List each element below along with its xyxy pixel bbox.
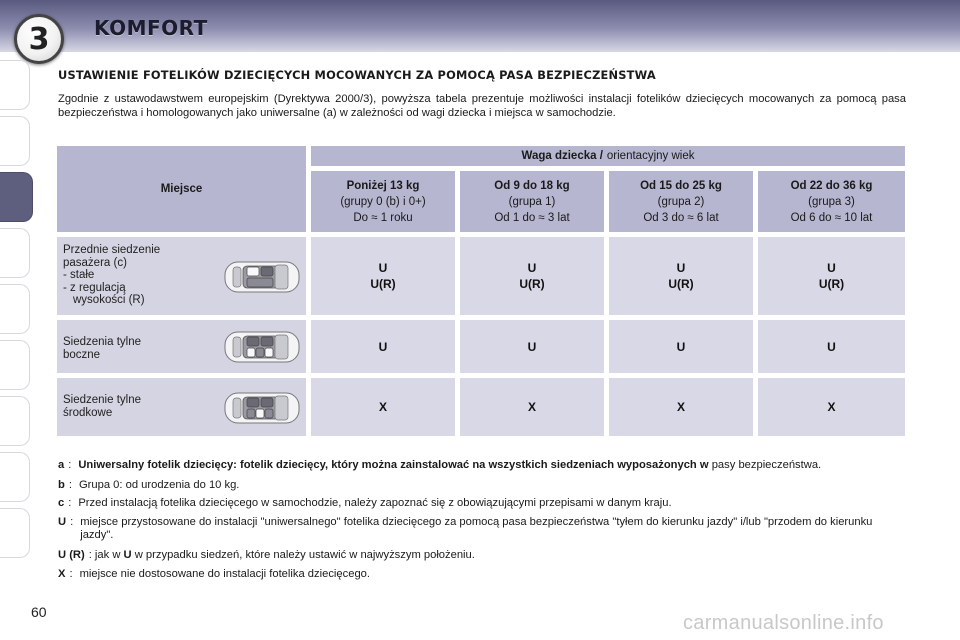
group-class: (grupy 0 (b) i 0+) <box>340 195 426 208</box>
legend-item-c <box>58 497 908 511</box>
legend-item-ur <box>58 549 908 563</box>
car-front-seat-icon <box>223 258 301 296</box>
group-weight: Od 22 do 36 kg <box>790 179 873 192</box>
value-cell: U <box>311 320 455 373</box>
legend-text <box>89 549 908 563</box>
car-rear-side-seats-icon <box>223 328 301 366</box>
legend <box>58 459 908 588</box>
value-u: U <box>676 261 686 275</box>
value-u: U <box>827 261 836 275</box>
value-cell: U <box>460 320 604 373</box>
row-label-line: pasażera (c) <box>63 256 127 269</box>
value-cell <box>758 237 905 315</box>
weight-header-rest: orientacyjny wiek <box>606 150 695 162</box>
legend-bold-text: Uniwersalny fotelik dziecięcy: fotelik dziecięcy, który można zainstalować na wszystkich siedzeniach wyposażonych w <box>78 459 709 471</box>
group-weight: Od 15 do 25 kg <box>640 179 722 192</box>
row-label-rear-middle-seat <box>57 378 306 436</box>
chapter-tab-9[interactable] <box>0 508 30 558</box>
chapter-tab-7[interactable] <box>0 396 30 446</box>
weight-header-bold: Waga dziecka / <box>521 150 603 162</box>
row-label-line: boczne <box>63 348 101 361</box>
weight-header <box>311 146 905 166</box>
legend-key: U (R) <box>58 548 85 561</box>
group-class: (grupa 2) <box>657 195 705 208</box>
legend-key: c <box>58 497 65 509</box>
watermark: carmanualsonline.info <box>683 612 884 634</box>
legend-item-u <box>58 516 908 543</box>
value-ur: U(R) <box>519 277 545 291</box>
legend-key: b <box>58 478 65 491</box>
child-seat-table <box>57 146 905 436</box>
chapter-tab-1[interactable] <box>0 60 30 110</box>
value-cell <box>311 237 455 315</box>
legend-separator: : <box>69 568 73 580</box>
row-label-line: - stałe <box>63 269 95 281</box>
chapter-tab-3-active[interactable] <box>0 172 33 222</box>
legend-text: miejsce nie dostosowane do instalacji fotelika dziecięcego. <box>79 568 370 580</box>
value-cell: X <box>758 378 905 436</box>
chapter-tab-8[interactable] <box>0 452 30 502</box>
group-class: (grupa 1) <box>508 195 556 208</box>
value-u: U <box>527 261 537 275</box>
row-label-line: - z regulacją <box>63 281 126 294</box>
legend-key: U <box>58 515 67 528</box>
chapter-tab-2[interactable] <box>0 116 30 166</box>
legend-text-post: w przypadku siedzeń, które należy ustawić w najwyższym położeniu. <box>131 548 475 561</box>
legend-text: Grupa 0: od urodzenia do 10 kg. <box>78 478 240 491</box>
value-cell <box>609 237 753 315</box>
row-label-line: wysokości (R) <box>73 294 145 306</box>
row-label-text <box>63 394 141 419</box>
legend-text-u: U <box>123 548 132 561</box>
legend-key: X <box>58 568 66 580</box>
value-ur: U(R) <box>818 277 845 291</box>
legend-rest-text: pasy bezpieczeństwa. <box>708 459 822 471</box>
value-u: U <box>378 261 388 275</box>
legend-key: a <box>58 459 65 471</box>
row-label-rear-side-seats <box>57 320 306 373</box>
value-ur: U(R) <box>370 277 396 291</box>
chapter-tab-4[interactable] <box>0 228 30 278</box>
car-rear-middle-seat-icon <box>223 389 301 427</box>
value-cell <box>460 237 604 315</box>
group-age: Od 3 do ≈ 6 lat <box>643 211 719 224</box>
row-label-front-seat <box>57 237 306 315</box>
row-label-line: Siedzenie tylne <box>63 394 141 406</box>
legend-text: miejsce przystosowane do instalacji "uniwersalnego" fotelika dziecięcego za pomocą pasa bezpieczeństwa "tyłem do kierunku jazdy" i/lub "przodem do kierunku jazdy". <box>80 515 873 541</box>
row-label-line: Siedzenia tylne <box>63 336 141 348</box>
group-header-2 <box>460 171 604 232</box>
group-header-1 <box>311 171 455 232</box>
value-cell: X <box>311 378 455 436</box>
row-label-line: Przednie siedzenie <box>63 244 161 256</box>
legend-item-x <box>58 568 908 582</box>
group-header-3 <box>609 171 753 232</box>
legend-text: Przed instalacją fotelika dziecięcego w samochodzie, należy zapoznać się z obowiązującymi przepisami w danym kraju. <box>78 497 672 509</box>
group-age: Od 1 do ≈ 3 lat <box>494 211 570 224</box>
group-weight: Od 9 do 18 kg <box>494 179 570 192</box>
group-age: Do ≈ 1 roku <box>353 211 413 224</box>
value-cell: X <box>460 378 604 436</box>
place-header: Miejsce <box>57 146 306 232</box>
legend-item-a <box>58 459 908 473</box>
page-number: 60 <box>31 604 47 620</box>
value-cell: U <box>609 320 753 373</box>
legend-separator: : <box>70 515 74 528</box>
legend-text <box>78 459 908 473</box>
section-title: USTAWIENIE FOTELIKÓW DZIECIĘCYCH MOCOWANYCH ZA POMOCĄ PASA BEZPIECZEŃSTWA <box>58 68 656 82</box>
chapter-tab-6[interactable] <box>0 340 30 390</box>
value-ur: U(R) <box>668 277 694 291</box>
value-cell: X <box>609 378 753 436</box>
row-label-text <box>63 244 160 307</box>
legend-item-b <box>58 479 908 493</box>
value-cell: U <box>758 320 905 373</box>
legend-separator: : <box>68 478 72 491</box>
legend-separator: : <box>68 459 72 471</box>
group-header-4 <box>758 171 905 232</box>
group-class: (grupa 3) <box>808 195 855 208</box>
group-weight: Poniżej 13 kg <box>346 179 420 192</box>
chapter-title: KOMFORT <box>94 16 208 40</box>
group-age: Od 6 do ≈ 10 lat <box>790 211 873 224</box>
legend-text-pre: : jak w <box>88 548 124 561</box>
intro-paragraph: Zgodnie z ustawodawstwem europejskim (Dyrektywa 2000/3), powyższa tabela prezentuje możliwości instalacji fotelików dziecięcych mocowanych za pomocą pasa bezpieczeństwa i homologowanych jako uniwersalne (a) w zależności od wagi dziecka i miejsca w samochodzie. <box>58 93 906 119</box>
chapter-tab-5[interactable] <box>0 284 30 334</box>
row-label-text <box>63 336 141 361</box>
chapter-number-badge: 3 <box>14 14 64 64</box>
row-label-line: środkowe <box>63 406 113 419</box>
legend-separator: : <box>68 497 72 509</box>
